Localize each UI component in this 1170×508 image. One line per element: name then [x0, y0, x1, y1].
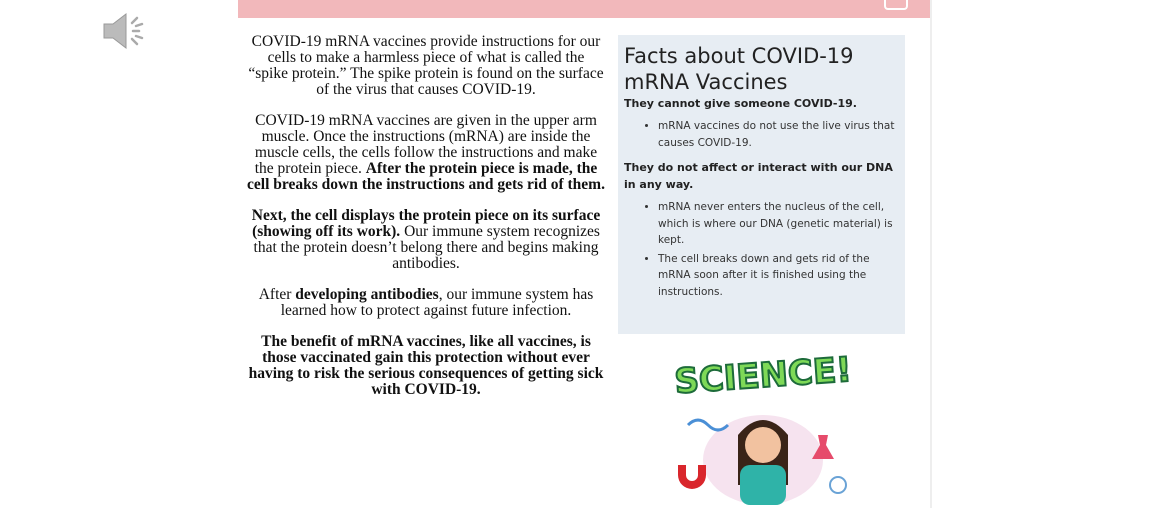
slide-header-bar [238, 0, 930, 18]
facts-heading-1: They cannot give someone COVID-19. [624, 97, 857, 110]
explanation-text [246, 34, 606, 413]
paragraph-3: Next, the cell displays the protein piece on its surface (showing off its work). Our immune system recognizes that the protein doesn’t belong there and begins making antibodies. [251, 207, 601, 272]
facts-title: Facts about COVID-19 mRNA Vaccines [624, 44, 854, 94]
science-title: SCIENCE! [673, 349, 853, 403]
fact-bullet: • mRNA never enters the nucleus of the cell, which is where our DNA (genetic material) is kept. [658, 199, 899, 249]
science-sticker-image [658, 345, 868, 505]
slide [238, 0, 932, 508]
fact-bullet: • The cell breaks down and gets rid of the mRNA soon after it is finished using the instructions. [658, 251, 899, 301]
facts-heading-2: They do not affect or interact with our DNA in any way. [624, 161, 893, 191]
page-corner-icon [884, 0, 908, 10]
fact-bullet: • mRNA vaccines do not use the live virus that causes COVID-19. [658, 118, 899, 151]
paragraph-5: The benefit of mRNA vaccines, like all vaccines, is those vaccinated gain this protection without ever having to risk the serious consequences of getting sick with COVID-19. [248, 333, 604, 398]
paragraph-2: COVID-19 mRNA vaccines are given in the upper arm muscle. Once the instructions (mRNA) are inside the muscle cells, the cells follow the instructions and make the protein piece. After the protein piece is made, the cell breaks down the instructions and gets rid of them. [247, 112, 605, 193]
paragraph-4: After developing antibodies, our immune system has learned how to protect against future infection. [258, 286, 594, 319]
speaker-icon[interactable] [100, 10, 152, 52]
paragraph-1: COVID-19 mRNA vaccines provide instructions for our cells to make a harmless piece of what is called the “spike protein.” The spike protein is found on the surface of the virus that causes COVID-19. [248, 33, 604, 98]
facts-box [618, 35, 905, 334]
